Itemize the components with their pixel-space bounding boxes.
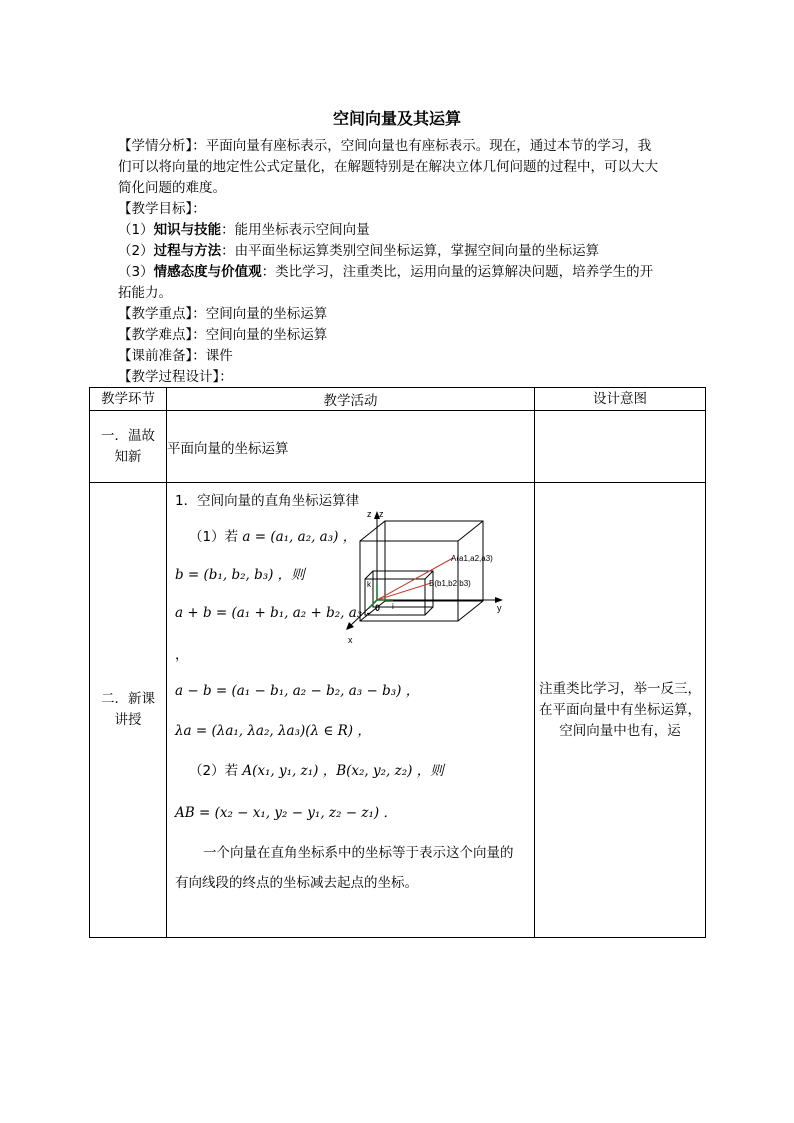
table-row <box>90 483 706 938</box>
analysis-line-3: 简化问题的难度。 <box>118 180 226 196</box>
formula-difference: a − b = (a₁ − b₁, a₂ − b₂, a₃ − b₃) ， <box>175 683 420 699</box>
point-label-a: A(a1,a2,a3) <box>451 554 493 563</box>
stage-cell <box>90 483 167 938</box>
intent-line-3: 空间向量中也有，运 <box>559 722 681 739</box>
point-label-b: B(b1,b2,b3) <box>429 579 471 588</box>
goal-2-prefix: （2） <box>118 243 154 259</box>
difficulty: 【教学难点】：空间向量的坐标运算 <box>118 327 328 343</box>
goals-label: 【教学目标】： <box>118 201 206 217</box>
stage-cell <box>90 411 167 483</box>
intent-cell <box>535 411 706 483</box>
process-label: 【教学过程设计】： <box>118 369 233 385</box>
axis-label-z: z <box>367 509 372 519</box>
formula-b: b = (b₁, b₂, b₃) ，则 <box>175 567 305 583</box>
header-intent: 设计意图 <box>535 388 706 411</box>
goal-1-bold: 知识与技能 <box>153 222 222 238</box>
intent-line-2: 在平面向量中有坐标运算， <box>539 701 701 718</box>
formula-points-prefix: （2）若 <box>189 763 239 779</box>
section-heading: 1．空间向量的直角坐标运算律 <box>175 493 360 509</box>
goal-2-text: ：由平面坐标运算类别空间坐标运算，掌握空间向量的坐标运算 <box>221 243 600 259</box>
axis-label-x: x <box>348 635 353 645</box>
goal-3-prefix: （3） <box>118 264 154 280</box>
goal-2 <box>118 241 678 262</box>
stage-line-1: 二．新课 <box>101 691 155 707</box>
stage-line-1: 一．温故 <box>101 427 155 444</box>
activity-cell: 平面向量的坐标运算 <box>167 411 535 483</box>
formula-scalar: λa = (λa₁, λa₂, λa₃)(λ ∈ R) ， <box>175 723 371 739</box>
formula-ab: AB = (x₂ − x₁, y₂ − y₁, z₂ − z₁) ． <box>175 805 397 821</box>
page-title: 空间向量及其运算 <box>332 109 461 128</box>
header-activity: 教学活动 <box>167 388 535 411</box>
axis-label-z-alt: z <box>379 509 384 519</box>
intent-line-1: 注重类比学习，举一反三， <box>539 680 701 697</box>
lesson-table <box>89 387 706 938</box>
analysis-line-1: 【学情分析】：平面向量有座标表示，空间向量也有座标表示。现在，通过本节的学习，我 <box>118 138 652 154</box>
table-header-row <box>90 388 706 411</box>
key-point: 【教学重点】：空间向量的坐标运算 <box>118 306 328 322</box>
axis-label-y: y <box>497 603 502 613</box>
goal-1-prefix: （1） <box>118 222 154 238</box>
stage-line-2: 讲授 <box>114 712 142 728</box>
goal-1-text: ：能用坐标表示空间向量 <box>221 222 370 238</box>
formula-a <box>189 525 356 545</box>
formula-a-prefix: （1）若 <box>189 529 239 545</box>
goal-3 <box>118 262 678 283</box>
formula-sum: a + b = (a₁ + b₁, a₂ + b₂, a₃ - <box>175 605 372 621</box>
coordinate-diagram <box>345 503 520 648</box>
formula-a-expr: a = (a₁, a₂, a₃) ， <box>242 529 357 545</box>
intro-section <box>118 136 678 388</box>
formula-points-expr: A(x₁, y₁, z₁) ，B(x₂, y₂, z₂) ，则 <box>242 763 444 779</box>
analysis-line-2: 们可以将向量的地定性公式定量化，在解题特别是在解决立体几何问题的过程中，可以大大 <box>118 159 658 175</box>
goal-1 <box>118 220 678 241</box>
explanation-line-1: 一个向量在直角坐标系中的坐标等于表示这个向量的 <box>203 845 514 861</box>
goal-3-continued: 拓能力。 <box>118 285 172 301</box>
intent-cell <box>535 483 706 938</box>
formula-points <box>189 759 444 779</box>
formula-sum-continued: ， <box>175 647 189 663</box>
goal-2-bold: 过程与方法 <box>153 243 222 259</box>
header-stage: 教学环节 <box>90 388 167 411</box>
stage-line-2: 知新 <box>114 448 142 465</box>
activity-cell <box>167 483 535 938</box>
goal-3-bold: 情感态度与价值观 <box>153 264 262 280</box>
explanation-line-2: 有向线段的终点的坐标减去起点的坐标。 <box>175 875 418 891</box>
goal-3-text: ：类比学习，注重类比，运用向量的运算解决问题，培养学生的开 <box>261 264 654 280</box>
preparation: 【课前准备】：课件 <box>118 348 233 364</box>
table-row <box>90 411 706 483</box>
unit-label-k: k <box>367 580 371 589</box>
unit-label-i: i <box>392 602 394 611</box>
origin-label: 0 <box>375 603 381 613</box>
